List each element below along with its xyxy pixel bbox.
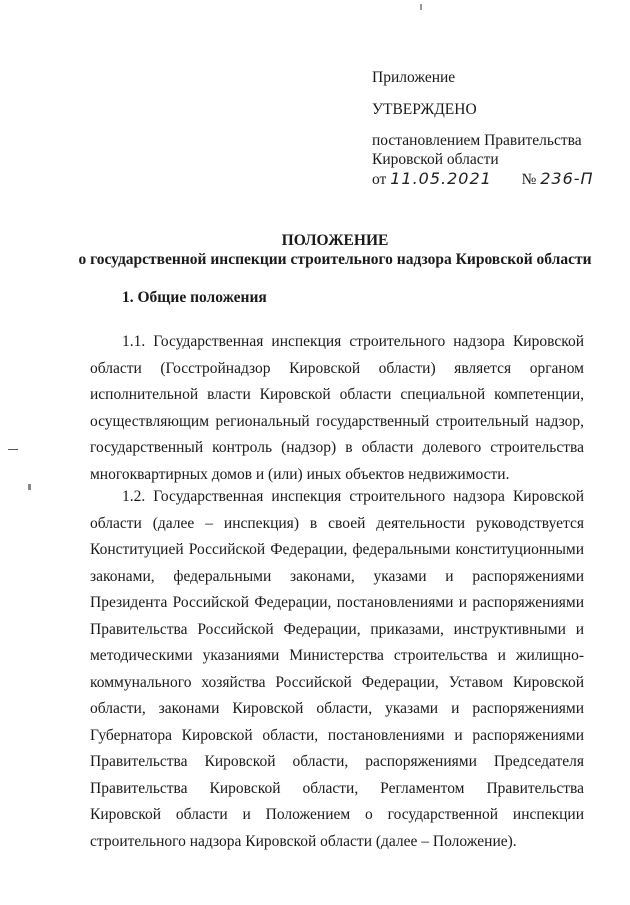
approval-block [372,68,612,189]
date-prefix: от [372,171,387,188]
resolution-line-2: Кировской области [372,151,499,168]
approved-label: УТВЕРЖДЕНО [372,101,477,118]
margin-scan-mark [28,484,31,490]
resolution-line-1: постановлением Правительства [372,132,582,149]
appendix-label: Приложение [372,69,456,86]
handwritten-number: 236-П [540,169,594,188]
section-heading: 1. Общие положения [122,289,267,306]
paragraph-1-1: 1.1. Государственная инспекция строительного надзора Кировской области (Госстройнадзор Кировской области) является органом исполнительной власти Кировской области специальной компетенции, осуществляющим региональный государственный строительный надзор, государственный контроль (надзор) в области долевого строительства многоквартирных домов и (или) иных объектов недвижимости. [90,333,584,483]
paragraph-1-2: 1.2. Государственная инспекция строительного надзора Кировской области (далее – инспекция) в своей деятельности руководствуется Конституцией Российской Федерации, федеральными конституционными законами, федеральными законами, указами и распоряжениями Президента Российской Федерации, постановлениями и распоряжениями Правительства Российской Федерации, приказами, инструктивными и методическими указаниями Министерства строительства и жилищно-коммунального хозяйства Российской Федерации, Уставом Кировской области, законами Кировской области, указами и распоряжениями Губернатора Кировской области, постановлениями и распоряжениями Правительства Кировской области, распоряжениями Председателя Правительства Кировской области, Регламентом Правительства Кировской области и Положением о государственной инспекции строительного надзора Кировской области (далее – Положение). [90,488,584,850]
handwritten-date: 11.05.2021 [390,169,492,188]
date-number-line [372,169,612,189]
margin-scan-mark [420,4,422,10]
document-title: ПОЛОЖЕНИЕ [281,232,389,249]
number-prefix: № [521,171,537,188]
margin-scan-mark [8,449,18,450]
document-subtitle: о государственной инспекции строительного надзора Кировской области [78,251,592,268]
